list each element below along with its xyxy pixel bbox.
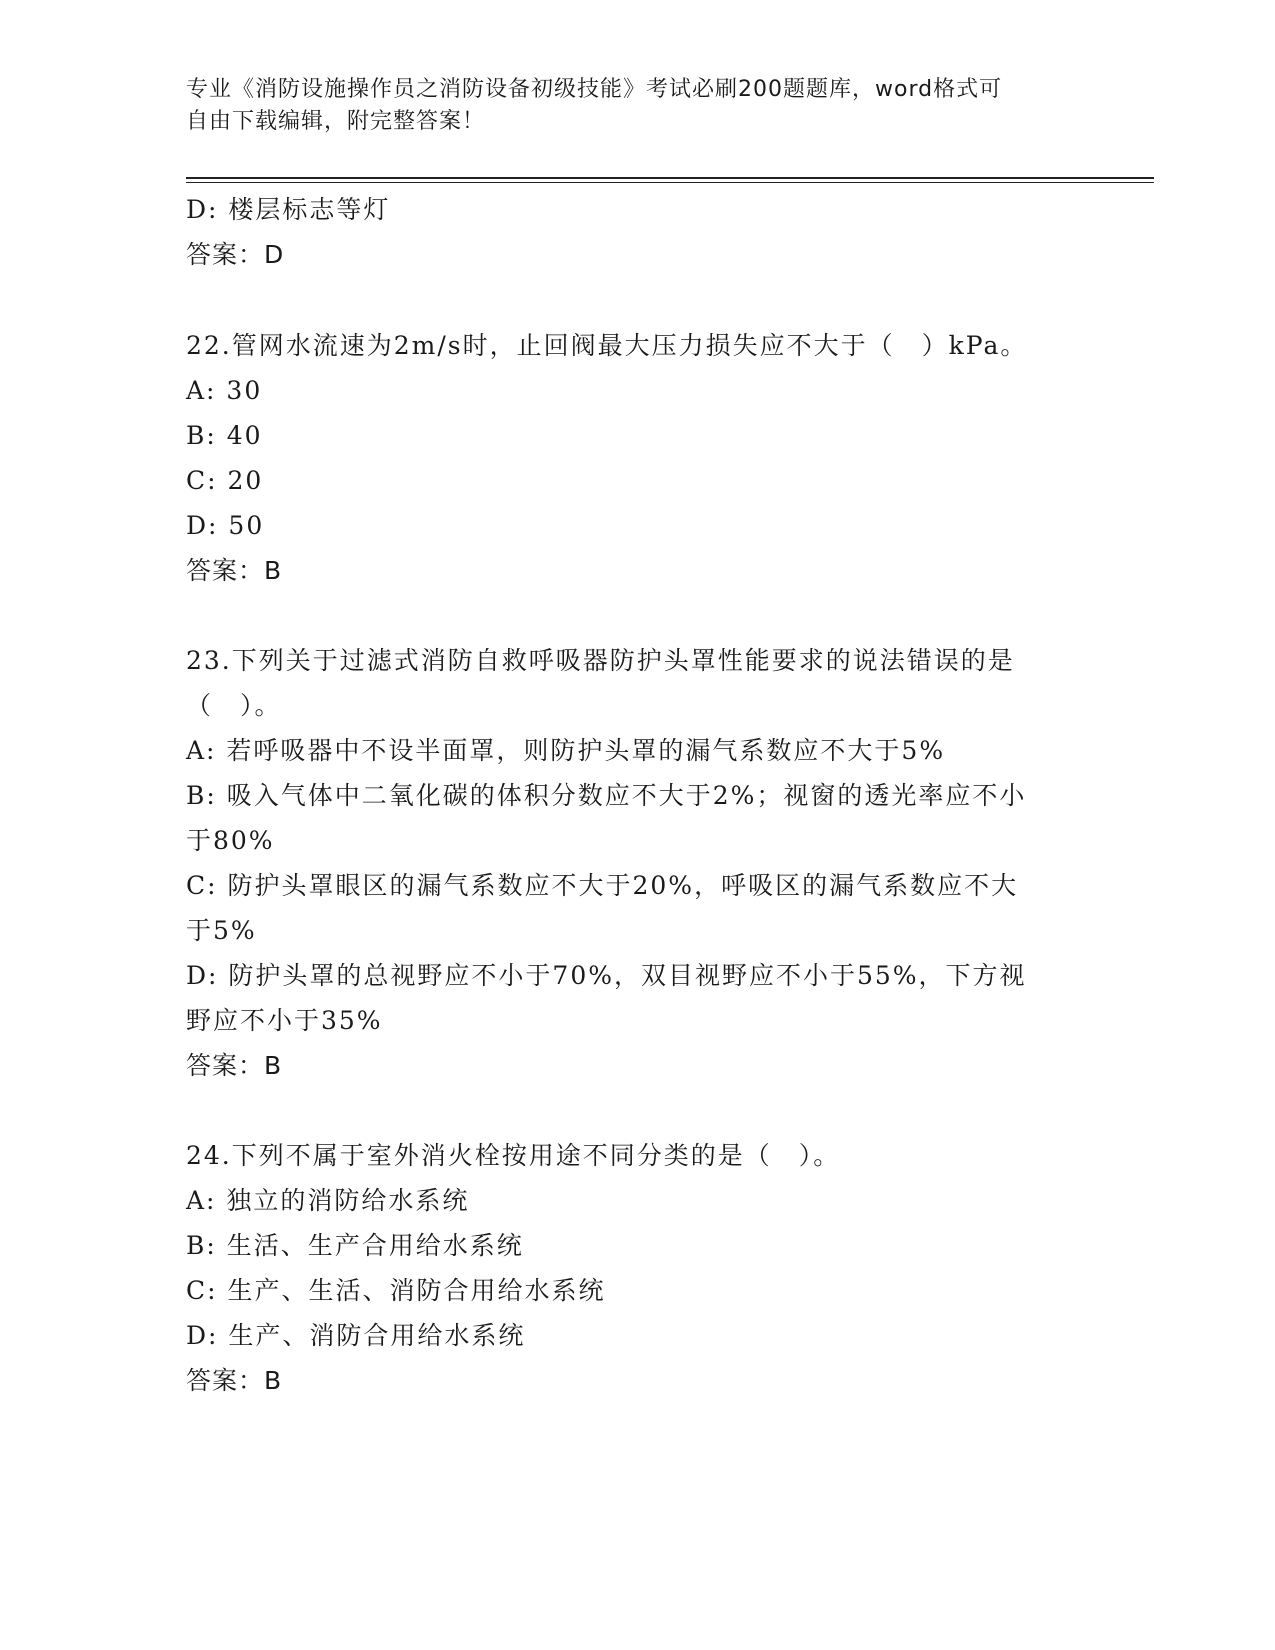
q22-option-b: B: 40 [186, 421, 263, 450]
q24-answer: 答案：B [186, 1366, 283, 1395]
header-line-2: 自由下载编辑，附完整答案！ [186, 109, 486, 134]
header-divider-thin [186, 182, 1154, 183]
q24-option-a: A: 独立的消防给水系统 [186, 1186, 470, 1215]
q23-option-d-line-2: 野应不小于35% [186, 1006, 383, 1035]
q24-option-c: C: 生产、生活、消防合用给水系统 [186, 1276, 606, 1305]
q23-option-c-line-1: C: 防护头罩眼区的漏气系数应不大于20%，呼吸区的漏气系数应不大 [186, 871, 1019, 900]
q22-option-c: C: 20 [186, 466, 264, 495]
header-line-1: 专业《消防设施操作员之消防设备初级技能》考试必刷200题题库，word格式可 [186, 77, 1003, 102]
q22-option-d: D: 50 [186, 511, 265, 540]
q23-stem-line-1: 23.下列关于过滤式消防自救呼吸器防护头罩性能要求的说法错误的是 [186, 646, 1015, 675]
q23-option-d-line-1: D: 防护头罩的总视野应不小于70%，双目视野应不小于55%，下方视 [186, 961, 1027, 990]
prev-option-d: D: 楼层标志等灯 [186, 195, 391, 224]
q22-answer: 答案：B [186, 556, 283, 585]
document-header [186, 74, 1086, 138]
header-divider-thick [186, 177, 1154, 179]
prev-answer: 答案：D [186, 240, 285, 269]
q23-option-c-line-2: 于5% [186, 916, 257, 945]
q23-stem-line-2: （ ）。 [186, 691, 282, 720]
q23-answer: 答案：B [186, 1051, 283, 1080]
q24-stem: 24.下列不属于室外消火栓按用途不同分类的是（ ）。 [186, 1141, 841, 1170]
q23-option-b-line-2: 于80% [186, 826, 275, 855]
q24-option-d: D: 生产、消防合用给水系统 [186, 1321, 526, 1350]
q23-option-b-line-1: B: 吸入气体中二氧化碳的体积分数应不大于2%；视窗的透光率应不小 [186, 781, 1027, 810]
q22-option-a: A: 30 [186, 376, 263, 405]
q22-stem: 22.管网水流速为2m/s时，止回阀最大压力损失应不大于（ ）kPa。 [186, 331, 1028, 360]
q24-option-b: B: 生活、生产合用给水系统 [186, 1231, 524, 1260]
q23-option-a: A: 若呼吸器中不设半面罩，则防护头罩的漏气系数应不大于5% [186, 736, 946, 765]
